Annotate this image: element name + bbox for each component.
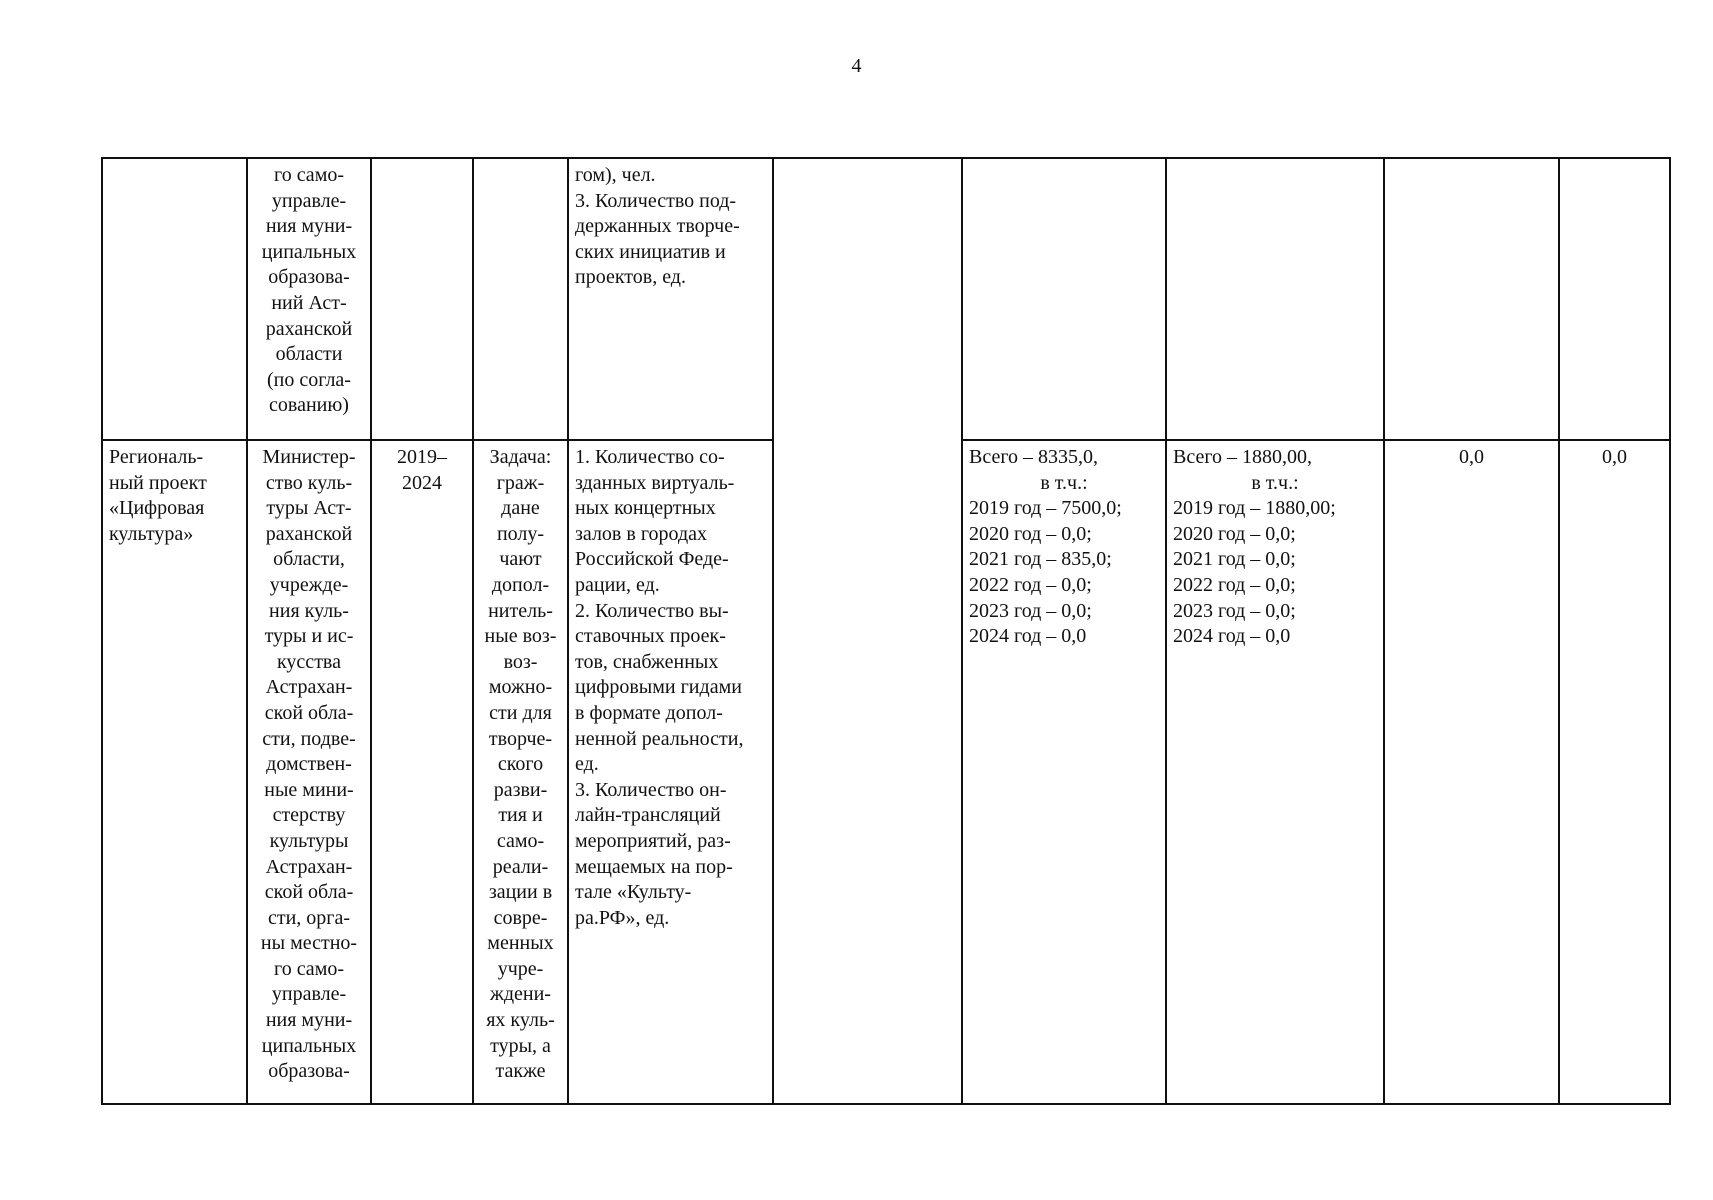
cell-col9-value: 0,0: [1384, 440, 1559, 1104]
cell-funding-total-cont: [962, 158, 1166, 440]
funding-regional-sum: Всего – 1880,00,: [1173, 446, 1313, 468]
cell-period: 2019– 2024: [371, 440, 473, 1104]
cell-indicators-cont: гом), чел. 3. Количество под- держанных творче- ских инициатив и проектов, ед.: [568, 158, 773, 440]
cell-project-name: Региональ- ный проект «Цифровая культура»: [102, 440, 247, 1104]
cell-funding-regional-cont: [1166, 158, 1384, 440]
cell-col6-cont: [773, 158, 962, 440]
funding-regional-incl: в т.ч.:: [1251, 471, 1299, 494]
page-number: 4: [851, 55, 862, 77]
table-row-digital-culture: [102, 440, 1670, 1104]
cell-funding-regional: [1166, 440, 1384, 1104]
cell-task-cont: [473, 158, 568, 440]
cell-task: Задача: граж- дане полу- чают допол- нитель- ные воз- воз- можно- сти для творче- ского разви- тия и само- реали- зации в совре- менных учре- ждени- ях куль- туры, а также: [473, 440, 568, 1104]
cell-responsible: Министер- ство куль- туры Аст- раханской области, учрежде- ния куль- туры и ис- кусства Астрахан- ской обла- сти, подве- домствен- ные мини- стерству культуры Астрахан- ской обла- сти, орга- ны местно- го само- управле- ния муни- ципальных образова-: [247, 440, 371, 1104]
cell-col9-cont: [1384, 158, 1559, 440]
table-row-continuation: [102, 158, 1670, 440]
cell-indicators: 1. Количество со- зданных виртуаль- ных концертных залов в городах Российской Феде- рации, ед. 2. Количество вы- ставочных проек- тов, снабженных цифровыми гидами в формате допол- ненной реальности, ед. 3. Количество он- лайн-трансляций мероприятий, раз- мещаемых на пор- тале «Культу- ра.РФ», ед.: [568, 440, 773, 1104]
cell-period-cont: [371, 158, 473, 440]
cell-col6: [773, 440, 962, 1104]
funding-regional-years: 2019 год – 1880,00; 2020 год – 0,0; 2021 год – 0,0; 2022 год – 0,0; 2023 год – 0,0; 2024 год – 0,0: [1173, 497, 1336, 648]
cell-responsible-cont: го само- управле- ния муни- ципальных образова- ний Аст- раханской области (по согла- сованию): [247, 158, 371, 440]
funding-total-incl: в т.ч.:: [1040, 471, 1088, 494]
cell-project-name-cont: [102, 158, 247, 440]
program-table: [101, 157, 1671, 1105]
cell-funding-total: [962, 440, 1166, 1104]
cell-col10-cont: [1559, 158, 1670, 440]
cell-col10-value: 0,0: [1559, 440, 1670, 1104]
funding-total-sum: Всего – 8335,0,: [969, 446, 1099, 468]
funding-total-years: 2019 год – 7500,0; 2020 год – 0,0; 2021 год – 835,0; 2022 год – 0,0; 2023 год – 0,0; 2024 год – 0,0: [969, 497, 1122, 648]
